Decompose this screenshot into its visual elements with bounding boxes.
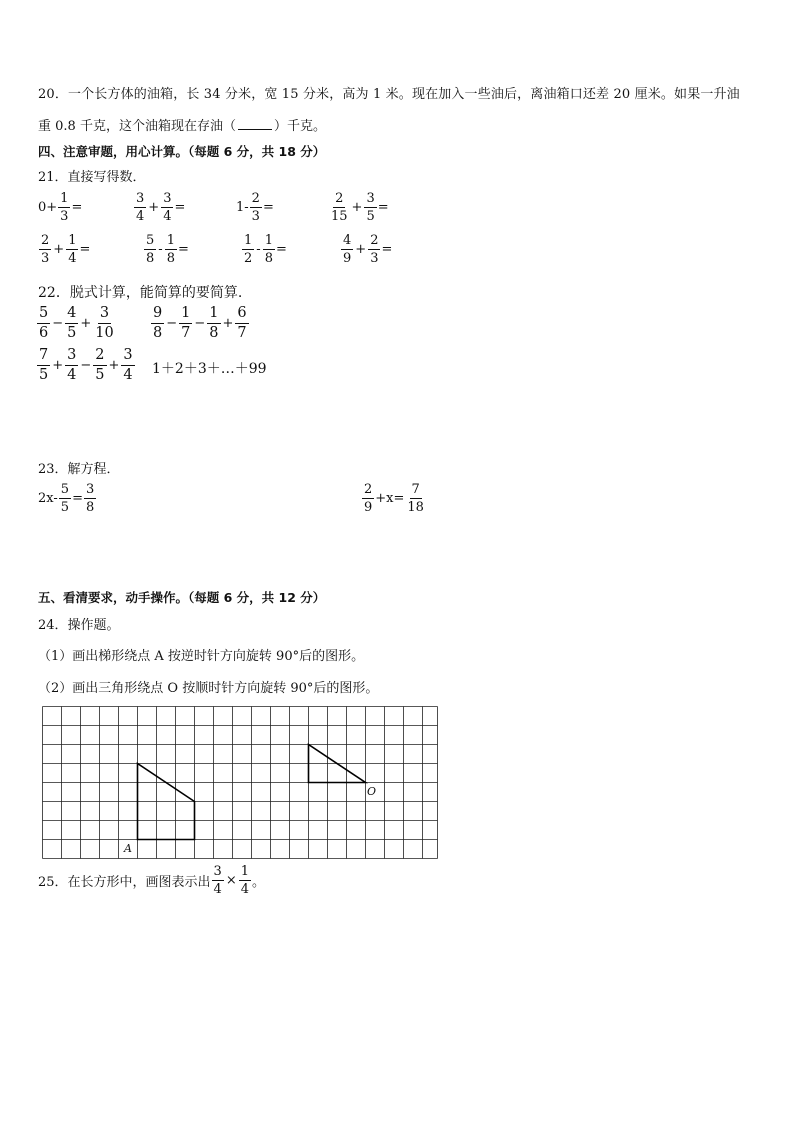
- denominator: 15: [331, 209, 348, 224]
- denominator: 8: [85, 500, 95, 515]
- q22-expr-2: [150, 306, 250, 340]
- numerator: 3: [65, 348, 78, 366]
- fraction: [151, 306, 164, 340]
- equals-sign: =: [79, 242, 91, 257]
- fraction: [329, 192, 350, 223]
- q23-eq2-mid: +x=: [375, 491, 405, 506]
- fraction: [368, 234, 380, 265]
- fraction: [93, 348, 106, 382]
- denominator: 8: [166, 251, 175, 266]
- q22-expr-4: 1＋2＋3＋…＋99: [152, 361, 267, 377]
- q21-title: 21．直接写得数．: [38, 170, 146, 185]
- point-a-label: A: [124, 842, 132, 855]
- denominator: 9: [343, 251, 352, 266]
- numerator: 1: [60, 191, 69, 206]
- equals-sign: =: [72, 491, 83, 506]
- fraction: [84, 483, 96, 514]
- q21-item-4: [328, 192, 389, 223]
- denominator: 8: [264, 251, 273, 266]
- fraction: [121, 348, 134, 382]
- numerator: 1: [264, 233, 273, 248]
- q23-equation-2: [361, 483, 427, 514]
- fraction: [242, 234, 254, 265]
- q23-title: 23．解方程．: [38, 462, 120, 477]
- operator: +: [148, 200, 160, 215]
- numerator: 3: [213, 864, 222, 879]
- q21-item-7: [241, 234, 287, 265]
- q24-sub-1: （1）画出梯形绕点 A 按逆时针方向旋转 90°后的图形。: [38, 649, 365, 664]
- denominator: 3: [370, 251, 379, 266]
- q20-line2: [38, 115, 326, 134]
- q23-equation-1: [38, 483, 97, 514]
- numerator: 1: [240, 864, 250, 879]
- operator: +: [53, 242, 65, 257]
- numerator: 3: [98, 306, 111, 324]
- fraction: [37, 306, 50, 340]
- q21-item-3-pre: 1-: [236, 200, 249, 215]
- equals-sign: =: [377, 200, 389, 215]
- numerator: 4: [65, 306, 78, 324]
- denominator: 3: [60, 209, 69, 224]
- denominator: 8: [153, 324, 163, 341]
- fraction: [161, 192, 173, 223]
- denominator: 5: [67, 324, 77, 341]
- numerator: 1: [166, 233, 175, 248]
- q23-eq1-pre: 2x-: [38, 491, 58, 506]
- fraction: [250, 192, 262, 223]
- denominator: 4: [67, 366, 77, 383]
- equals-sign: =: [262, 200, 274, 215]
- denominator: 2: [244, 251, 253, 266]
- numerator: 3: [121, 348, 134, 366]
- point-o-label: O: [367, 785, 377, 798]
- fraction: [239, 865, 251, 896]
- denominator: 18: [407, 500, 424, 515]
- denominator: 4: [213, 882, 222, 897]
- numerator: 1: [68, 233, 77, 248]
- numerator: 1: [244, 233, 253, 248]
- numerator: 2: [370, 233, 379, 248]
- operator: −: [52, 315, 64, 331]
- operator: +: [351, 200, 363, 215]
- denominator: 10: [95, 324, 114, 341]
- operator: -: [256, 242, 261, 257]
- numerator: 2: [364, 482, 373, 497]
- fraction: [59, 483, 71, 514]
- numerator: 1: [207, 306, 220, 324]
- denominator: 8: [209, 324, 219, 341]
- numerator: 2: [93, 348, 106, 366]
- equals-sign: =: [275, 242, 287, 257]
- denominator: 9: [364, 500, 373, 515]
- denominator: 7: [181, 324, 191, 341]
- equals-sign: =: [71, 200, 83, 215]
- section-4-title: 四、注意审题，用心计算。（每题 6 分，共 18 分）: [38, 144, 326, 159]
- numerator: 5: [60, 482, 70, 497]
- operator: +: [355, 242, 367, 257]
- fraction: [93, 306, 115, 340]
- q25-line: [38, 865, 265, 896]
- fraction: [364, 192, 376, 223]
- denominator: 4: [68, 251, 77, 266]
- q20-line1: 20．一个长方体的油箱，长 34 分米，宽 15 分米，高为 1 米。现在加入一些油后，离油箱口还差 20 厘米。如果一升油: [38, 87, 740, 102]
- numerator: 2: [41, 233, 50, 248]
- q21-item-1: [38, 192, 82, 223]
- fraction: [235, 306, 248, 340]
- fraction: [207, 306, 220, 340]
- denominator: 3: [251, 209, 260, 224]
- fraction: [212, 865, 224, 896]
- numerator: 9: [151, 306, 164, 324]
- denominator: 4: [123, 366, 133, 383]
- q22-title: 22．脱式计算，能简算的要简算.: [38, 285, 243, 301]
- numerator: 5: [146, 233, 155, 248]
- numerator: 6: [235, 306, 248, 324]
- fraction: [58, 192, 70, 223]
- fraction: [263, 234, 275, 265]
- numerator: 3: [163, 191, 172, 206]
- fraction: [179, 306, 192, 340]
- operator: +: [108, 357, 120, 373]
- q21-item-2: [133, 192, 185, 223]
- numerator: 7: [411, 482, 420, 497]
- numerator: 3: [136, 191, 145, 206]
- operator: +: [52, 357, 64, 373]
- q21-item-3: [236, 192, 274, 223]
- fraction: [37, 348, 50, 382]
- numerator: 4: [343, 233, 352, 248]
- denominator: 7: [237, 324, 247, 341]
- operator: -: [158, 242, 163, 257]
- fraction: [65, 306, 78, 340]
- fraction: [165, 234, 177, 265]
- fraction: [65, 348, 78, 382]
- q21-item-5: [38, 234, 90, 265]
- equals-sign: =: [381, 242, 393, 257]
- operator: −: [80, 357, 92, 373]
- q20-line2-pre: 重 0.8 千克，这个油箱现在存油（: [38, 119, 236, 134]
- fraction: [341, 234, 353, 265]
- numerator: 2: [335, 191, 344, 206]
- denominator: 5: [60, 500, 70, 515]
- denominator: 4: [163, 209, 172, 224]
- fraction: [39, 234, 51, 265]
- fraction: [362, 483, 374, 514]
- operator: −: [194, 315, 206, 331]
- denominator: 4: [240, 882, 250, 897]
- denominator: 5: [95, 366, 105, 383]
- q21-item-8: [340, 234, 392, 265]
- q20-line2-post: ）千克。: [273, 119, 326, 134]
- operator: −: [166, 315, 178, 331]
- equals-sign: =: [174, 200, 186, 215]
- numerator: 1: [179, 306, 192, 324]
- numerator: 2: [251, 191, 260, 206]
- q22-expr-1: [36, 306, 117, 340]
- q22-expr-3: [36, 348, 136, 382]
- denominator: 6: [39, 324, 49, 341]
- operator: ×: [225, 873, 237, 888]
- fraction: [66, 234, 78, 265]
- section-5-title: 五、看清要求，动手操作。（每题 6 分，共 12 分）: [38, 590, 326, 605]
- operator: +: [222, 315, 234, 331]
- q21-item-6: [143, 234, 189, 265]
- denominator: 5: [366, 209, 375, 224]
- fraction: [405, 483, 426, 514]
- grid-figure: [38, 703, 442, 861]
- q20-answer-blank[interactable]: [238, 119, 272, 130]
- numerator: 7: [37, 348, 50, 366]
- fraction: [134, 192, 146, 223]
- q24-sub-2: （2）画出三角形绕点 O 按顺时针方向旋转 90°后的图形。: [38, 681, 379, 696]
- grid-lines: [43, 707, 438, 859]
- fraction: [144, 234, 156, 265]
- equals-sign: =: [177, 242, 189, 257]
- denominator: 8: [146, 251, 155, 266]
- denominator: 4: [136, 209, 145, 224]
- numerator: 5: [37, 306, 50, 324]
- denominator: 3: [41, 251, 50, 266]
- q21-item-1-pre: 0+: [38, 200, 58, 215]
- numerator: 3: [85, 482, 95, 497]
- denominator: 5: [39, 366, 49, 383]
- q25-post: 。: [252, 875, 266, 890]
- q24-title: 24．操作题。: [38, 618, 120, 633]
- numerator: 3: [366, 191, 375, 206]
- operator: +: [80, 315, 92, 331]
- q25-pre: 25．在长方形中，画图表示出: [38, 875, 211, 890]
